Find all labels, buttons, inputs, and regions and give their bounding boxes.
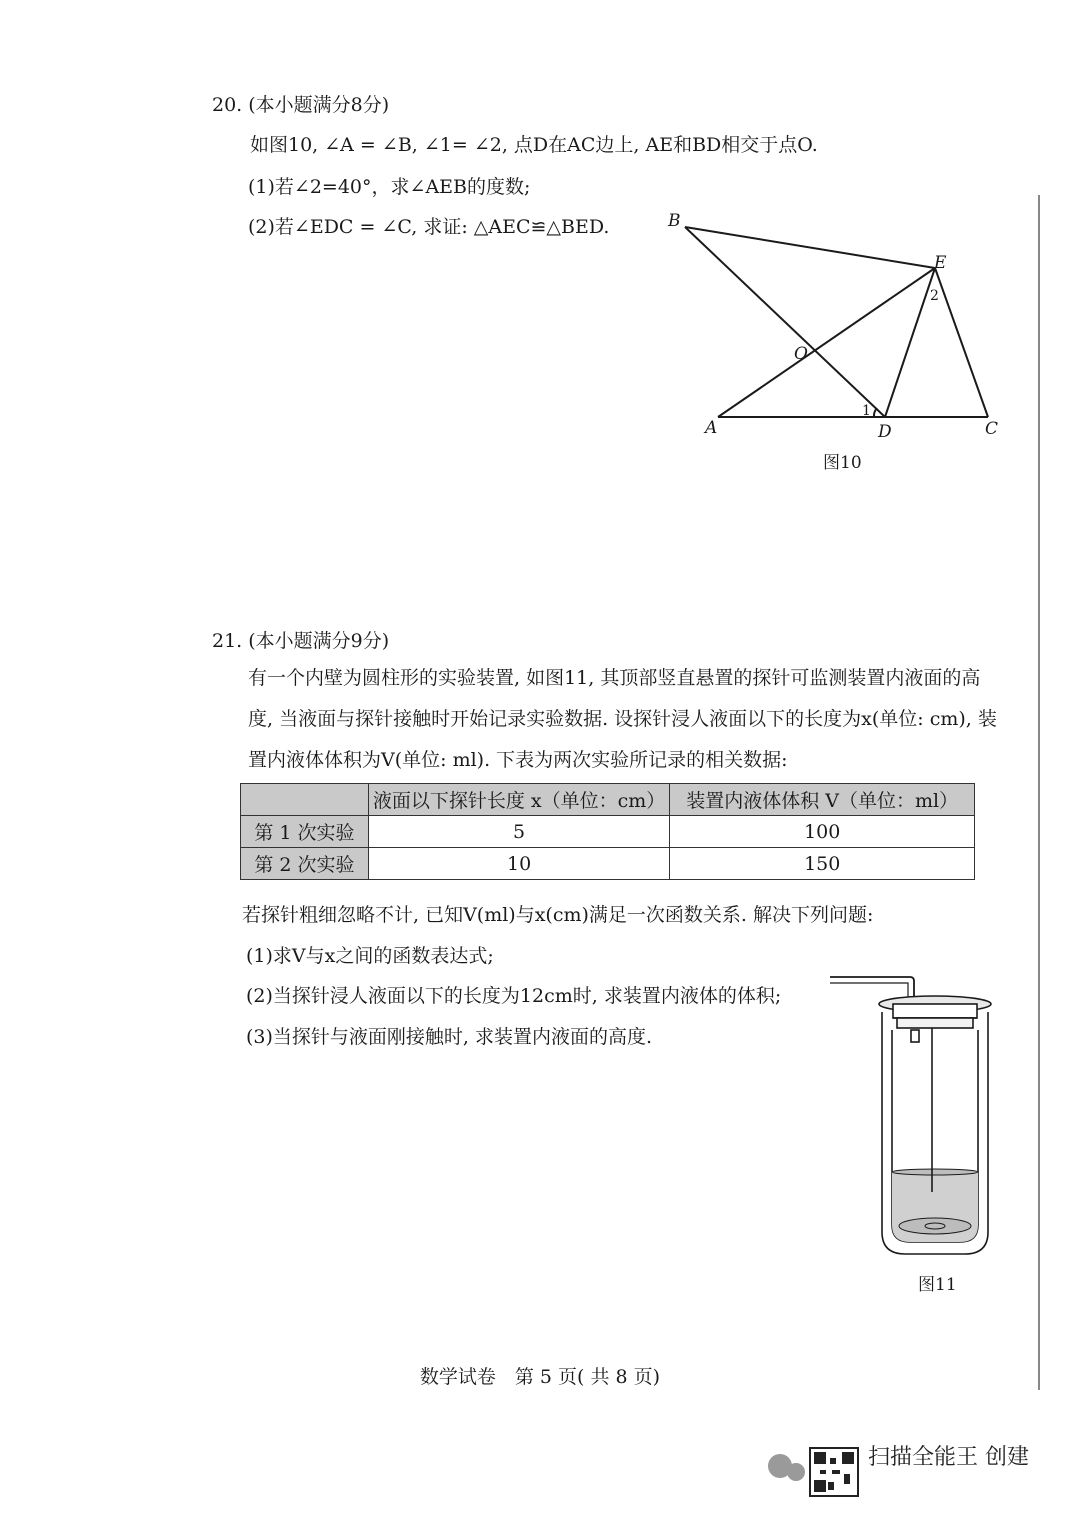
q21-condition: 若探针粗细忽略不计, 已知V(ml)与x(cm)满足一次函数关系. 解决下列问题:	[242, 904, 874, 926]
watermark-text: 扫描全能王 创建	[868, 1445, 1029, 1470]
label-angle-2: 2	[930, 288, 939, 304]
table-header-cell: 装置内液体体积 V（单位：ml）	[670, 784, 975, 816]
q21-stem: 有一个内壁为圆柱形的实验装置, 如图11, 其顶部竖直悬置的探针可监测装置内液面的高度, 当液面与探针接触时开始记录实验数据. 设探针浸人液面以下的长度为x(单位: cm), 装置内液体体积为V(单位: ml). 下表为两次实验所记录的相关数据:	[248, 667, 997, 771]
segment-ED	[885, 268, 935, 417]
segment-EC	[935, 268, 988, 417]
angle-1-arc	[874, 408, 877, 417]
margin-rule	[1038, 195, 1040, 1390]
label-B: B	[668, 211, 681, 231]
table-row	[241, 816, 975, 848]
table-header-cell	[241, 784, 369, 816]
table-header-row	[241, 784, 975, 816]
figure-11-caption: 图11	[918, 1275, 957, 1295]
figure-11-device	[820, 965, 1000, 1265]
table-row-label: 第 2 次实验	[241, 848, 369, 880]
q20-part1: (1)若∠2=40°，求∠AEB的度数;	[248, 176, 531, 198]
q21-part2: (2)当探针浸人液面以下的长度为12cm时, 求装置内液体的体积;	[246, 985, 782, 1007]
q20-part2: (2)若∠EDC = ∠C, 求证: △AEC≌△BED.	[248, 216, 610, 238]
table-header-cell: 液面以下探针长度 x（单位：cm）	[368, 784, 670, 816]
q20-stem: 如图10, ∠A = ∠B, ∠1= ∠2, 点D在AC边上, AE和BD相交于点O.	[250, 134, 818, 156]
table-cell: 100	[670, 816, 975, 848]
figure-10-caption: 图10	[823, 453, 862, 473]
table-cell: 5	[368, 816, 670, 848]
q21-part1: (1)求V与x之间的函数表达式;	[246, 945, 494, 967]
label-C: C	[985, 419, 999, 439]
page-footer: 数学试卷 第 5 页( 共 8 页)	[419, 1366, 661, 1388]
table-row-label: 第 1 次实验	[241, 816, 369, 848]
experiment-table	[240, 783, 975, 880]
figure-10-diagram	[650, 200, 1020, 450]
q21-part3: (3)当探针与液面刚接触时, 求装置内液面的高度.	[246, 1026, 653, 1048]
table-cell: 10	[368, 848, 670, 880]
label-E: E	[934, 253, 947, 273]
label-angle-1: 1	[862, 403, 871, 419]
table-cell: 150	[670, 848, 975, 880]
q21-header: 21. (本小题满分9分)	[212, 630, 390, 652]
label-D: D	[878, 422, 892, 442]
label-A: A	[705, 418, 718, 438]
label-O: O	[794, 344, 808, 364]
table-row	[241, 848, 975, 880]
watermark-logo	[760, 1430, 870, 1510]
q20-header: 20. (本小题满分8分)	[212, 94, 390, 116]
